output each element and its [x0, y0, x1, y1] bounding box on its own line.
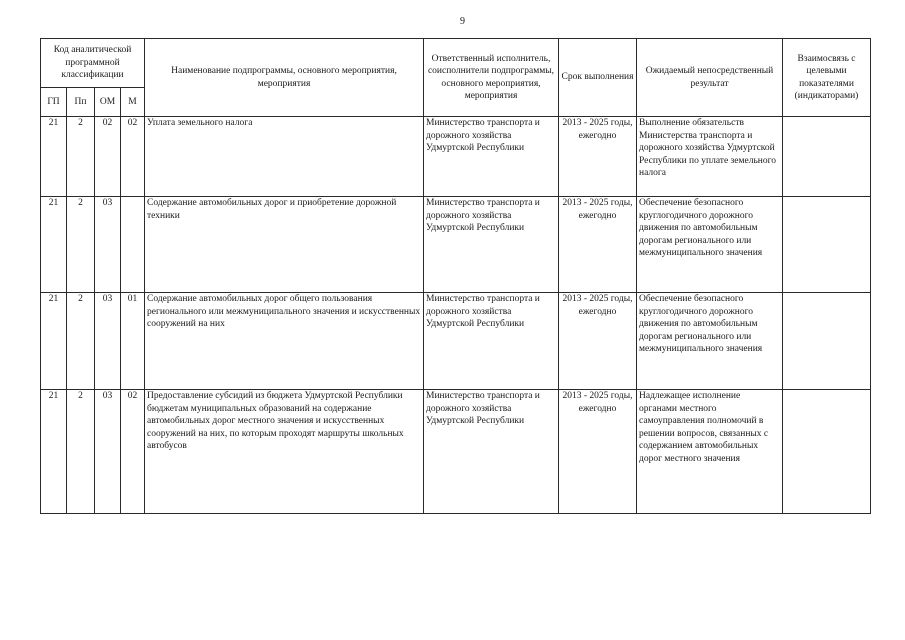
cell-activity-name: Содержание автомобильных дорог и приобретение дорожной техники — [145, 197, 424, 293]
cell-term: 2013 - 2025 годы, ежегодно — [559, 390, 637, 514]
table-row — [41, 197, 871, 293]
cell-responsible: Министерство транспорта и дорожного хозяйства Удмуртской Республики — [424, 390, 559, 514]
cell-activity-name: Содержание автомобильных дорог общего пользования регионального или межмуниципального значения и искусственных сооружений на них — [145, 293, 424, 390]
header-indicator-link: Взаимосвязь с целевыми показателями (индикаторами) — [783, 39, 871, 117]
page-number: 9 — [460, 16, 465, 27]
cell-om: 03 — [95, 197, 121, 293]
header-m: М — [121, 88, 145, 117]
cell-om: 02 — [95, 117, 121, 197]
header-term: Срок выполнения — [559, 39, 637, 117]
cell-responsible: Министерство транспорта и дорожного хозяйства Удмуртской Республики — [424, 293, 559, 390]
cell-responsible: Министерство транспорта и дорожного хозяйства Удмуртской Республики — [424, 117, 559, 197]
cell-expected-result: Обеспечение безопасного круглогодичного дорожного движения по автомобильным дорогам регионального или межмуниципального значения — [637, 293, 783, 390]
header-pp: Пп — [67, 88, 95, 117]
header-row — [41, 39, 871, 88]
cell-m: 01 — [121, 293, 145, 390]
cell-pp: 2 — [67, 293, 95, 390]
cell-m — [121, 197, 145, 293]
cell-responsible: Министерство транспорта и дорожного хозяйства Удмуртской Республики — [424, 197, 559, 293]
program-activities-table — [40, 38, 871, 514]
cell-om: 03 — [95, 293, 121, 390]
cell-expected-result: Обеспечение безопасного круглогодичного дорожного движения по автомобильным дорогам регионального или межмуниципального значения — [637, 197, 783, 293]
cell-expected-result: Надлежащее исполнение органами местного самоуправления полномочий в решении вопросов, связанных с содержанием автомобильных дорог местного значения — [637, 390, 783, 514]
header-activity-name: Наименование подпрограммы, основного мероприятия, мероприятия — [145, 39, 424, 117]
header-om: ОМ — [95, 88, 121, 117]
cell-gp: 21 — [41, 117, 67, 197]
header-expected-result: Ожидаемый непосредственный результат — [637, 39, 783, 117]
header-classification-code: Код аналитической программной классификации — [41, 39, 145, 88]
table-row — [41, 117, 871, 197]
cell-indicator-link — [783, 197, 871, 293]
cell-m: 02 — [121, 117, 145, 197]
table-row — [41, 293, 871, 390]
cell-expected-result: Выполнение обязательств Министерства транспорта и дорожного хозяйства Удмуртской Республики по уплате земельного налога — [637, 117, 783, 197]
cell-pp: 2 — [67, 390, 95, 514]
cell-activity-name: Предоставление субсидий из бюджета Удмуртской Республики бюджетам муниципальных образований на содержание автомобильных дорог местного значения и искусственных сооружений на них, по которым проходят маршруты школьных автобусов — [145, 390, 424, 514]
cell-pp: 2 — [67, 117, 95, 197]
table-row — [41, 390, 871, 514]
cell-m: 02 — [121, 390, 145, 514]
cell-pp: 2 — [67, 197, 95, 293]
cell-term: 2013 - 2025 годы, ежегодно — [559, 197, 637, 293]
cell-indicator-link — [783, 117, 871, 197]
cell-activity-name: Уплата земельного налога — [145, 117, 424, 197]
cell-term: 2013 - 2025 годы, ежегодно — [559, 117, 637, 197]
cell-gp: 21 — [41, 197, 67, 293]
cell-gp: 21 — [41, 293, 67, 390]
cell-gp: 21 — [41, 390, 67, 514]
cell-om: 03 — [95, 390, 121, 514]
cell-indicator-link — [783, 390, 871, 514]
header-responsible: Ответственный исполнитель, соисполнители подпрограммы, основного мероприятия, мероприятия — [424, 39, 559, 117]
cell-term: 2013 - 2025 годы, ежегодно — [559, 293, 637, 390]
cell-indicator-link — [783, 293, 871, 390]
header-gp: ГП — [41, 88, 67, 117]
